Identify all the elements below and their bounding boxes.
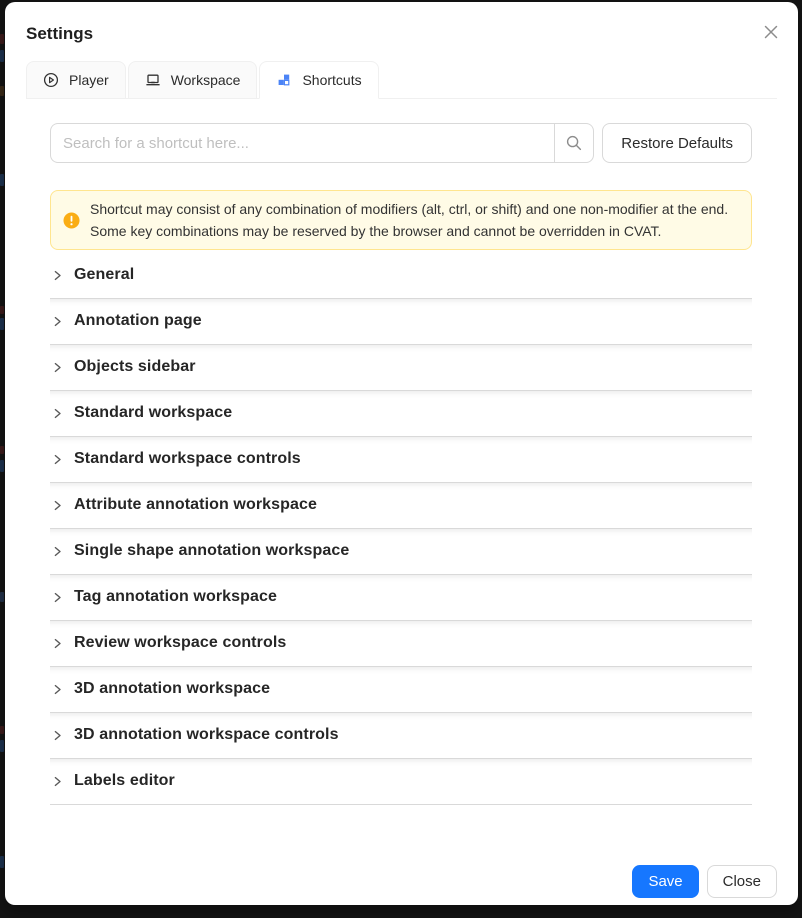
section-title: 3D annotation workspace bbox=[74, 680, 271, 697]
chevron-right-icon bbox=[52, 546, 63, 557]
modal-title: Settings bbox=[26, 24, 94, 43]
section-title: Standard workspace bbox=[74, 404, 233, 421]
backdrop-artifact bbox=[0, 592, 4, 602]
chevron-right-icon bbox=[52, 684, 63, 695]
settings-tabs bbox=[26, 61, 777, 99]
alert-line-2: Some key combinations may be reserved by the browser and cannot be overridden in CVAT. bbox=[90, 223, 662, 239]
tab-label: Workspace bbox=[170, 72, 241, 88]
section-title: Attribute annotation workspace bbox=[74, 496, 318, 513]
warning-circle-icon bbox=[63, 212, 80, 229]
tab-label: Shortcuts bbox=[302, 72, 362, 88]
chevron-right-icon bbox=[52, 638, 63, 649]
backdrop-artifact bbox=[0, 318, 4, 330]
backdrop-artifact bbox=[0, 726, 4, 734]
section-header[interactable] bbox=[50, 758, 752, 804]
chevron-right-icon bbox=[52, 316, 63, 327]
restore-defaults-button[interactable]: Restore Defaults bbox=[602, 123, 752, 163]
backdrop-artifact bbox=[0, 460, 4, 472]
section-title: Labels editor bbox=[74, 772, 175, 789]
section-header[interactable] bbox=[50, 482, 752, 528]
section-header[interactable] bbox=[50, 712, 752, 758]
chevron-right-icon bbox=[52, 362, 63, 373]
backdrop-artifact bbox=[0, 446, 4, 454]
shortcut-search bbox=[50, 123, 594, 163]
close-icon[interactable] bbox=[761, 22, 781, 42]
shortcut-warning-alert bbox=[50, 190, 752, 250]
chevron-right-icon bbox=[52, 500, 63, 511]
tab-label: Player bbox=[69, 72, 109, 88]
save-button[interactable]: Save bbox=[632, 865, 698, 898]
chevron-right-icon bbox=[52, 730, 63, 741]
shortcuts-panel bbox=[5, 99, 798, 805]
chevron-right-icon bbox=[52, 592, 63, 603]
backdrop-artifact bbox=[0, 34, 4, 44]
section-title: Objects sidebar bbox=[74, 358, 196, 375]
section-header[interactable] bbox=[50, 298, 752, 344]
modal-header bbox=[5, 2, 798, 46]
chevron-right-icon bbox=[52, 454, 63, 465]
section-header[interactable] bbox=[50, 390, 752, 436]
backdrop-artifact bbox=[0, 856, 4, 868]
section-title: General bbox=[74, 266, 135, 283]
play-circle-icon bbox=[43, 72, 59, 88]
alert-line-1: Shortcut may consist of any combination of modifiers (alt, ctrl, or shift) and one non-modifier at the end. bbox=[90, 201, 729, 217]
close-button[interactable]: Close bbox=[707, 865, 777, 898]
chevron-right-icon bbox=[52, 408, 63, 419]
section-header[interactable] bbox=[50, 574, 752, 620]
alert-text bbox=[90, 198, 728, 242]
shortcut-sections-list bbox=[50, 252, 752, 805]
backdrop-artifact bbox=[0, 50, 4, 62]
section-header[interactable] bbox=[50, 666, 752, 712]
search-row bbox=[50, 123, 752, 163]
section-title: Review workspace controls bbox=[74, 634, 287, 651]
section-title: Tag annotation workspace bbox=[74, 588, 278, 605]
search-button[interactable] bbox=[554, 123, 594, 163]
section-title: Single shape annotation workspace bbox=[74, 542, 350, 559]
section-title: Standard workspace controls bbox=[74, 450, 301, 467]
modal-footer bbox=[5, 865, 798, 905]
section-header[interactable] bbox=[50, 620, 752, 666]
laptop-icon bbox=[145, 72, 161, 88]
section-header[interactable] bbox=[50, 252, 752, 298]
build-blocks-icon bbox=[276, 72, 292, 88]
settings-modal bbox=[5, 2, 798, 905]
section-header[interactable] bbox=[50, 528, 752, 574]
tab-workspace[interactable] bbox=[128, 61, 258, 99]
section-title: 3D annotation workspace controls bbox=[74, 726, 339, 743]
backdrop-artifact bbox=[0, 740, 4, 752]
section-header[interactable] bbox=[50, 344, 752, 390]
backdrop-artifact bbox=[0, 86, 4, 96]
tab-player[interactable] bbox=[26, 61, 126, 99]
chevron-right-icon bbox=[52, 776, 63, 787]
tab-shortcuts[interactable] bbox=[259, 61, 378, 99]
chevron-right-icon bbox=[52, 270, 63, 281]
section-title: Annotation page bbox=[74, 312, 202, 329]
search-input[interactable] bbox=[50, 123, 554, 163]
backdrop-artifact bbox=[0, 174, 4, 186]
backdrop-artifact bbox=[0, 306, 4, 314]
search-icon bbox=[565, 134, 583, 152]
section-header[interactable] bbox=[50, 436, 752, 482]
